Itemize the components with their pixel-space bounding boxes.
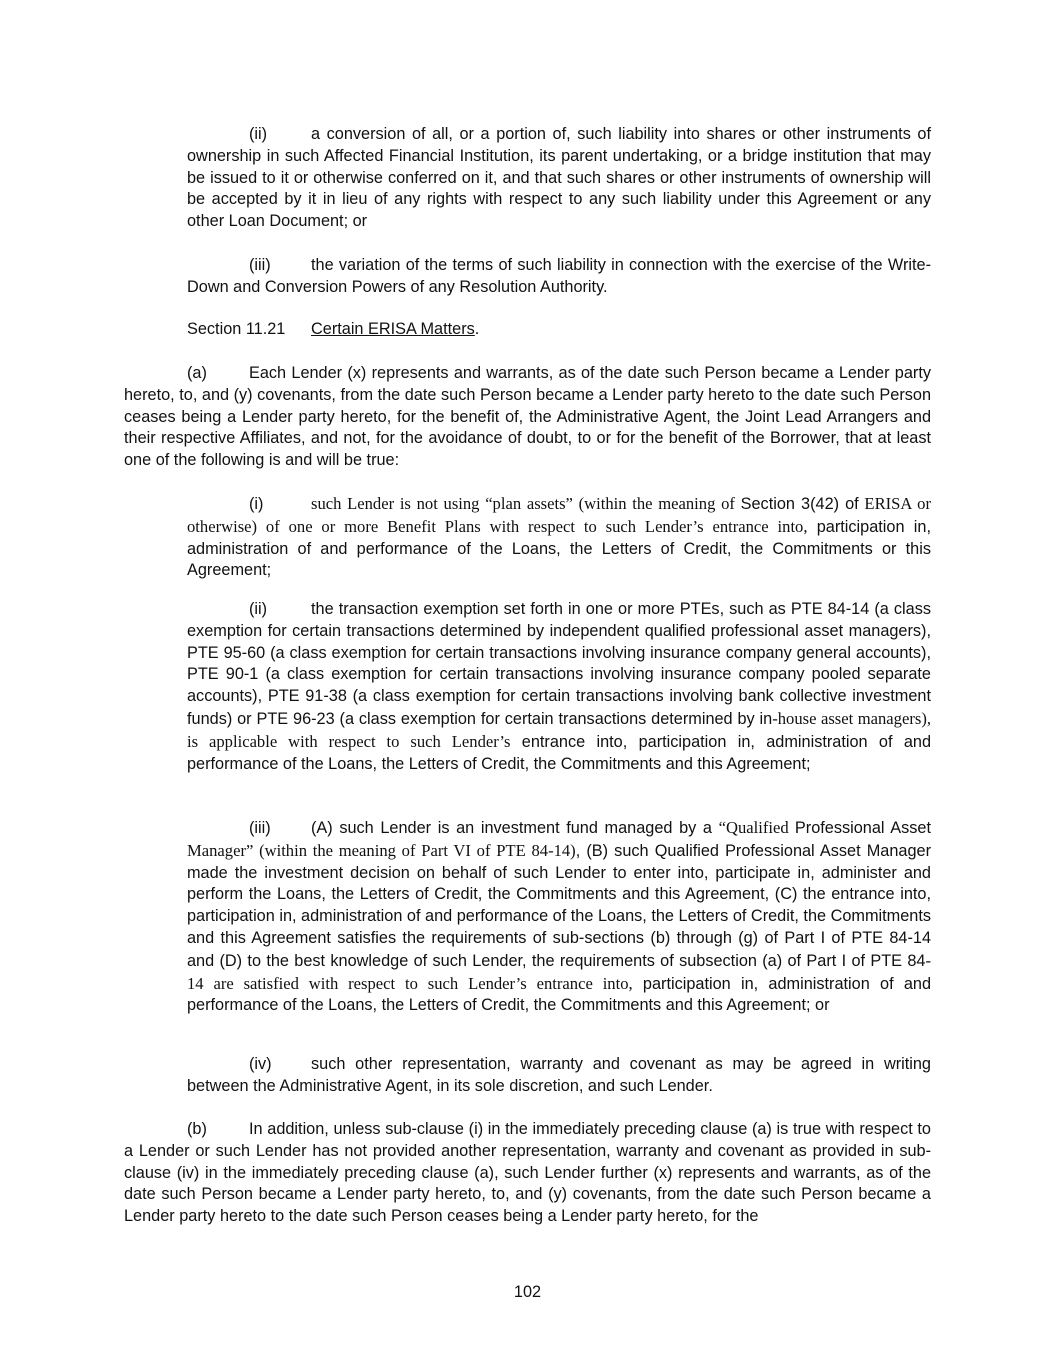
clause-text: such Lender is not using “plan assets” (within the meaning of bbox=[311, 494, 741, 513]
paragraph-a-representation bbox=[124, 363, 931, 472]
paragraph-ii-transaction-exemption bbox=[187, 599, 931, 775]
clause-text: the transaction exemption set forth in one or more PTEs, such as PTE 84-14 (a class exemption for certain transactions determined by independent qualified professional asset managers), PTE 95-60 (a class exemption for certain transactions involving insurance company general accounts), PTE 90-1 (a class exemption for certain transactions involving insurance company pooled separate accounts), PTE 91-38 (a class exemption for certain transactions involving bank collective investment funds) or PTE 96-23 (a class exemption for certain transactions determined by in bbox=[187, 600, 931, 728]
clause-label: (iv) bbox=[249, 1055, 272, 1073]
clause-label: (b) bbox=[187, 1120, 207, 1138]
paragraph-i-plan-assets bbox=[187, 493, 931, 582]
clause-label: (a) bbox=[187, 364, 207, 382]
clause-text: Each Lender (x) represents and warrants, as of the date such Person became a Lender party hereto, to, and (y) covenants, from the date such Person became a Lender party hereto to the date such Person ceases being a Lender party hereto, for the benefit of, the Administrative Agent, the Joint Lead Arrangers and their respective Affiliates, and not, for the avoidance of doubt, to or for the benefit of the Borrower, that at least one of the following is and will be true: bbox=[124, 364, 931, 470]
clause-text: “Qualified bbox=[718, 818, 795, 837]
clause-text: Professional Asset bbox=[794, 819, 931, 837]
clause-text: participation in, administration of and performance of the Loans, the Letters of Credit, the Commitments or this Agreement; bbox=[187, 517, 931, 580]
page-number: 102 bbox=[513, 1283, 542, 1301]
section-title-period: . bbox=[474, 320, 480, 338]
paragraph-iv-other-representation bbox=[187, 1054, 931, 1098]
clause-text: ERISA or otherwise) of one or more Benefit Plans with respect to such Lender’s entrance into, bbox=[187, 494, 931, 536]
paragraph-iii-variation bbox=[187, 255, 931, 299]
clause-text: a conversion of all, or a portion of, such liability into shares or other instruments of ownership in such Affected Financial Institution, its parent undertaking, or a bridge institution that may be issued to it or otherwise conferred on it, and that such shares or other instruments of ownership will be accepted by it in lieu of any rights with respect to any such liability under this Agreement or any other Loan Document; or bbox=[187, 125, 931, 231]
clause-text: entrance into, participation in, administration of and performance of the Loans, the Letters of Credit, the Commitments and this Agreement; bbox=[187, 732, 931, 773]
clause-text: Section 3(42) of bbox=[740, 495, 859, 513]
clause-text: -house asset managers), is applicable with respect to such Lender’s bbox=[187, 708, 931, 751]
section-heading bbox=[187, 319, 931, 341]
clause-label: (iii) bbox=[249, 819, 271, 837]
clause-label: (ii) bbox=[249, 600, 268, 618]
clause-text: , (B) such Qualified Professional Asset Manager made the investment decision on behalf of such Lender to enter into, participate in, administer and perform the Loans, the Letters of Credit, the Commitments and this Agreement, (C) the entrance into, participation in, administration of and performance of the Loans, the Letters of Credit, the Commitments and this Agreement satisfies the requirements of sub-sections (b) through (g) of Part I of PTE 84-14 and (D) to the best knowledge of such Lender, the requirements of subsection (a) of Part I of PTE 84 bbox=[187, 841, 931, 970]
clause-text: participation in, administration of and performance of the Loans, the Letters of Credit, the Commitments and this Agreement; or bbox=[187, 974, 932, 1015]
clause-text: Manager” (within the meaning of Part VI of PTE 84-14) bbox=[187, 840, 576, 860]
clause-label: (i) bbox=[249, 495, 264, 513]
paragraph-iii-qpam bbox=[187, 817, 931, 1017]
clause-text: -14 are satisfied with respect to such Lender’s entrance into, bbox=[187, 950, 931, 993]
clause-text: In addition, unless sub-clause (i) in the immediately preceding clause (a) is true with respect to a Lender or such Lender has not provided another representation, warranty and covenant as provided in sub-clause (iv) in the immediately preceding clause (a), such Lender further (x) represents and warrants, as of the date such Person became a Lender party hereto, to, and (y) covenants, from the date such Person became a Lender party hereto to the date such Person ceases being a Lender party hereto, for the bbox=[124, 1120, 931, 1226]
clause-text: (A) such Lender is an investment fund managed by a bbox=[311, 819, 719, 837]
section-number: Section 11.21 bbox=[187, 320, 286, 338]
paragraph-b-addition bbox=[124, 1119, 931, 1228]
clause-label: (ii) bbox=[249, 125, 268, 143]
clause-label: (iii) bbox=[249, 256, 271, 274]
clause-text: such other representation, warranty and covenant as may be agreed in writing between the Administrative Agent, in its sole discretion, and such Lender. bbox=[187, 1055, 931, 1095]
paragraph-ii-conversion bbox=[187, 124, 931, 233]
section-title: Certain ERISA Matters bbox=[311, 320, 475, 338]
clause-text: the variation of the terms of such liability in connection with the exercise of the Write-Down and Conversion Powers of any Resolution Authority. bbox=[187, 256, 931, 296]
